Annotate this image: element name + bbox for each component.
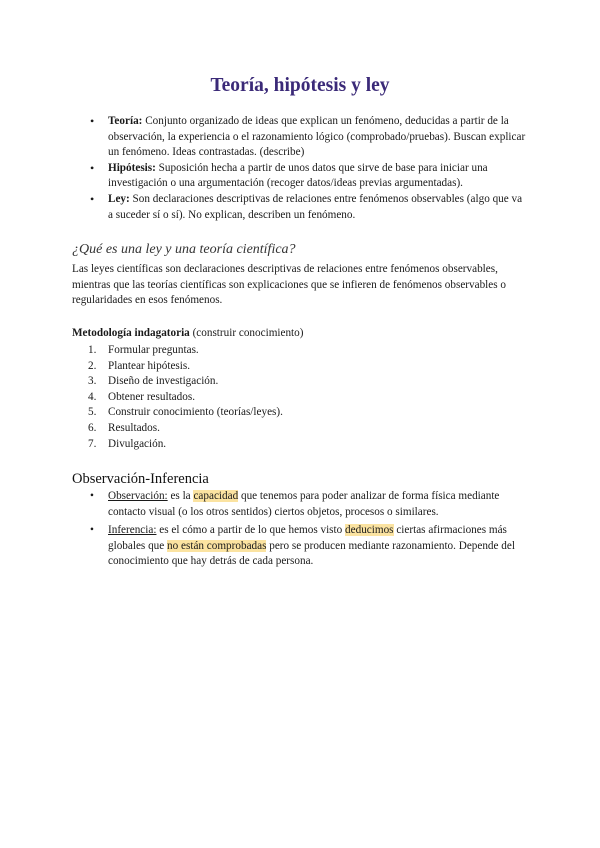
step-text: Plantear hipótesis. [108,359,191,372]
list-item [88,437,508,453]
term-label: Teoría: [108,115,143,127]
step-text: Diseño de investigación. [108,375,219,388]
step-number: 4. [88,390,97,403]
list-item-ley [108,192,528,223]
list-item [88,359,508,375]
list-item-hipotesis [108,161,528,192]
term-label: Ley: [108,192,130,205]
methodology-steps [88,343,508,452]
term-label: Observación: [108,490,168,502]
text-segment: es el cómo a partir de lo que hemos visto [156,524,346,537]
list-item [88,390,508,406]
definitions-list [108,114,528,223]
step-number: 1. [88,344,97,356]
term-label: Hipótesis: [108,161,156,174]
list-item-teoria [108,114,528,161]
list-item [88,343,508,359]
step-text: Construir conocimiento (teorías/leyes). [108,406,283,419]
step-number: 3. [88,375,97,388]
highlighted-text: capacidad [193,490,239,502]
definition-text: Son declaraciones descriptivas de relaciones entre fenómenos observables (algo que va a suceder sí o sí). No explican, describen un fenómeno. [108,192,523,221]
text-segment: ciertas afirmaciones más globales que [108,524,507,552]
text-segment: es la [167,490,194,502]
step-text: Resultados. [108,421,160,434]
step-number: 5. [88,406,97,419]
definition-text: Suposición hecha a partir de unos datos que sirve de base para iniciar una investigación o una argumentación (recoger datos/ideas previas argumentadas). [108,161,488,190]
text-segment: pero se producen mediante razonamiento. Depende del conocimiento que hay detrás de cada persona. [108,539,515,568]
step-number: 2. [88,359,97,372]
text-segment: que tenemos para poder analizar de forma física mediante contacto visual (o los otros sentidos) ciertos objetos, procesos o similares. [108,490,500,518]
list-item [88,405,508,421]
list-item [88,421,508,437]
methodology-title: Metodología indagatoria [72,327,190,339]
step-text: Formular preguntas. [108,344,199,356]
step-text: Obtener resultados. [108,390,195,403]
step-number: 7. [88,437,97,450]
definition-text: Conjunto organizado de ideas que explican un fenómeno, deducidas a partir de la observación, la experiencia o el razonamiento lógico (comprobado/pruebas). Buscan explicar un fenómeno. Ideas contrastadas. (describe) [108,115,526,159]
list-item-inferencia [108,523,528,570]
question-paragraph: Las leyes científicas son declaraciones descriptivas de relaciones entre fenómenos observables, mientras que las teorías científicas son explicaciones que se infieren de fenómenos observables o regularidades en esos fenómenos. [72,263,506,307]
observation-heading: Observación-Inferencia [72,471,209,487]
step-text: Divulgación. [108,437,167,450]
methodology-subtitle: (construir conocimiento) [189,327,304,339]
list-item [88,374,508,390]
methodology-heading [72,326,304,342]
page-title: Teoría, hipótesis y ley [210,75,390,96]
step-number: 6. [88,421,97,434]
list-item-observacion [108,489,528,520]
highlighted-text: deducimos [345,524,394,537]
observation-list [108,489,528,573]
question-heading: ¿Qué es una ley y una teoría científica? [72,242,296,257]
highlighted-text: no están comprobadas [167,539,267,552]
term-label: Inferencia: [108,524,157,537]
